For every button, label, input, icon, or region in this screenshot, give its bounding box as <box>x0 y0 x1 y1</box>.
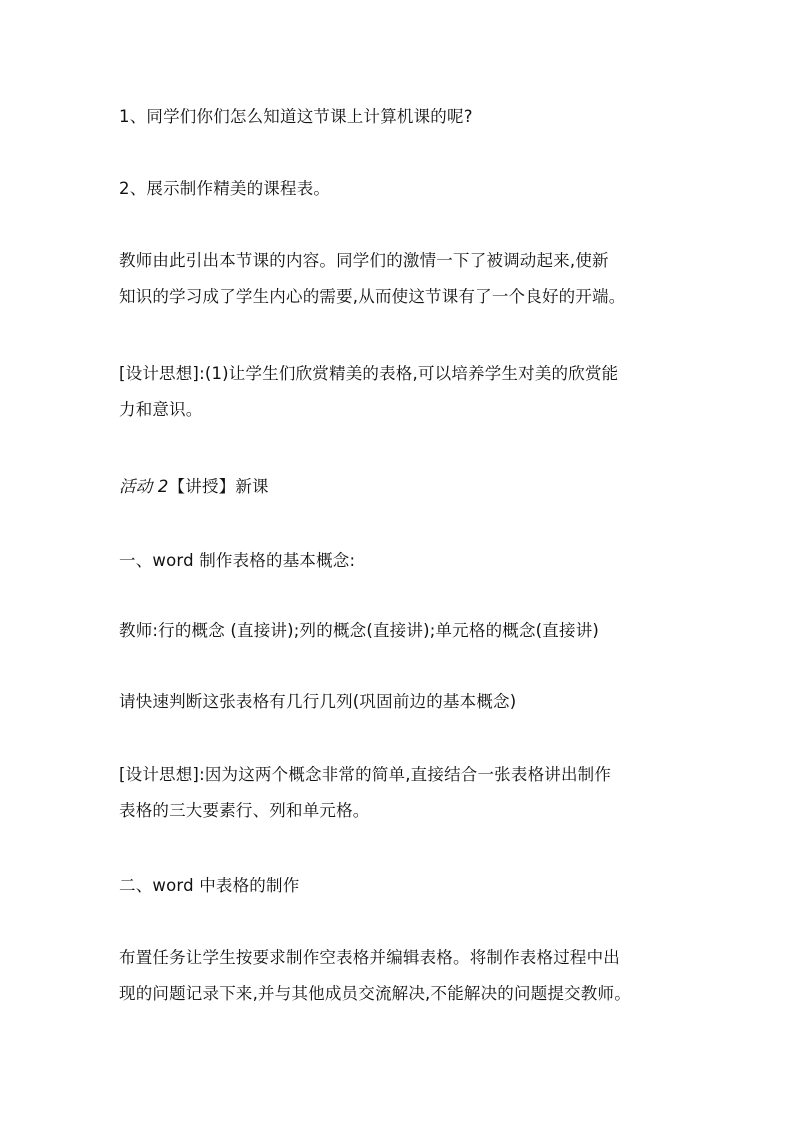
paragraph-line: 教师:行的概念 (直接讲);列的概念(直接讲);单元格的概念(直接讲) <box>119 621 600 640</box>
introduction-paragraph <box>119 243 689 315</box>
paragraph-line: 现的问题记录下来,并与其他成员交流解决,不能解决的问题提交教师。 <box>119 984 631 1003</box>
design-idea-paragraph-2 <box>119 757 689 829</box>
section-heading-1 <box>119 543 689 579</box>
question-paragraph <box>119 99 689 135</box>
paragraph-line: 表格的三大要素行、列和单元格。 <box>119 801 370 820</box>
paragraph-line: [设计思想]:(1)让学生们欣赏精美的表格,可以培养学生对美的欣赏能 <box>119 364 619 383</box>
design-idea-paragraph <box>119 356 689 428</box>
exercise-paragraph <box>119 684 689 720</box>
paragraph-line: 知识的学习成了学生内心的需要,从而使这节课有了一个良好的开端。 <box>119 287 626 306</box>
paragraph-line: 一、word 制作表格的基本概念: <box>119 551 356 570</box>
task-paragraph <box>119 940 689 1012</box>
paragraph-line: 1、同学们你们怎么知道这节课上计算机课的呢? <box>119 107 473 126</box>
activity-heading <box>119 469 689 505</box>
activity-label: 活动 2 <box>119 477 169 496</box>
activity-title: 【讲授】新课 <box>168 477 269 496</box>
paragraph-line: 2、展示制作精美的课程表。 <box>119 179 331 198</box>
paragraph-line: 请快速判断这张表格有几行几列(巩固前边的基本概念) <box>119 692 517 711</box>
paragraph-line: 力和意识。 <box>119 400 203 419</box>
paragraph-line: 教师由此引出本节课的内容。同学们的激情一下了被调动起来,使新 <box>119 251 609 270</box>
paragraph-line: [设计思想]:因为这两个概念非常的简单,直接结合一张表格讲出制作 <box>119 765 612 784</box>
teacher-paragraph <box>119 613 689 649</box>
paragraph-line: 二、word 中表格的制作 <box>119 876 300 895</box>
paragraph-line: 布置任务让学生按要求制作空表格并编辑表格。将制作表格过程中出 <box>119 948 620 967</box>
section-heading-2 <box>119 868 689 904</box>
showcase-paragraph <box>119 171 689 207</box>
